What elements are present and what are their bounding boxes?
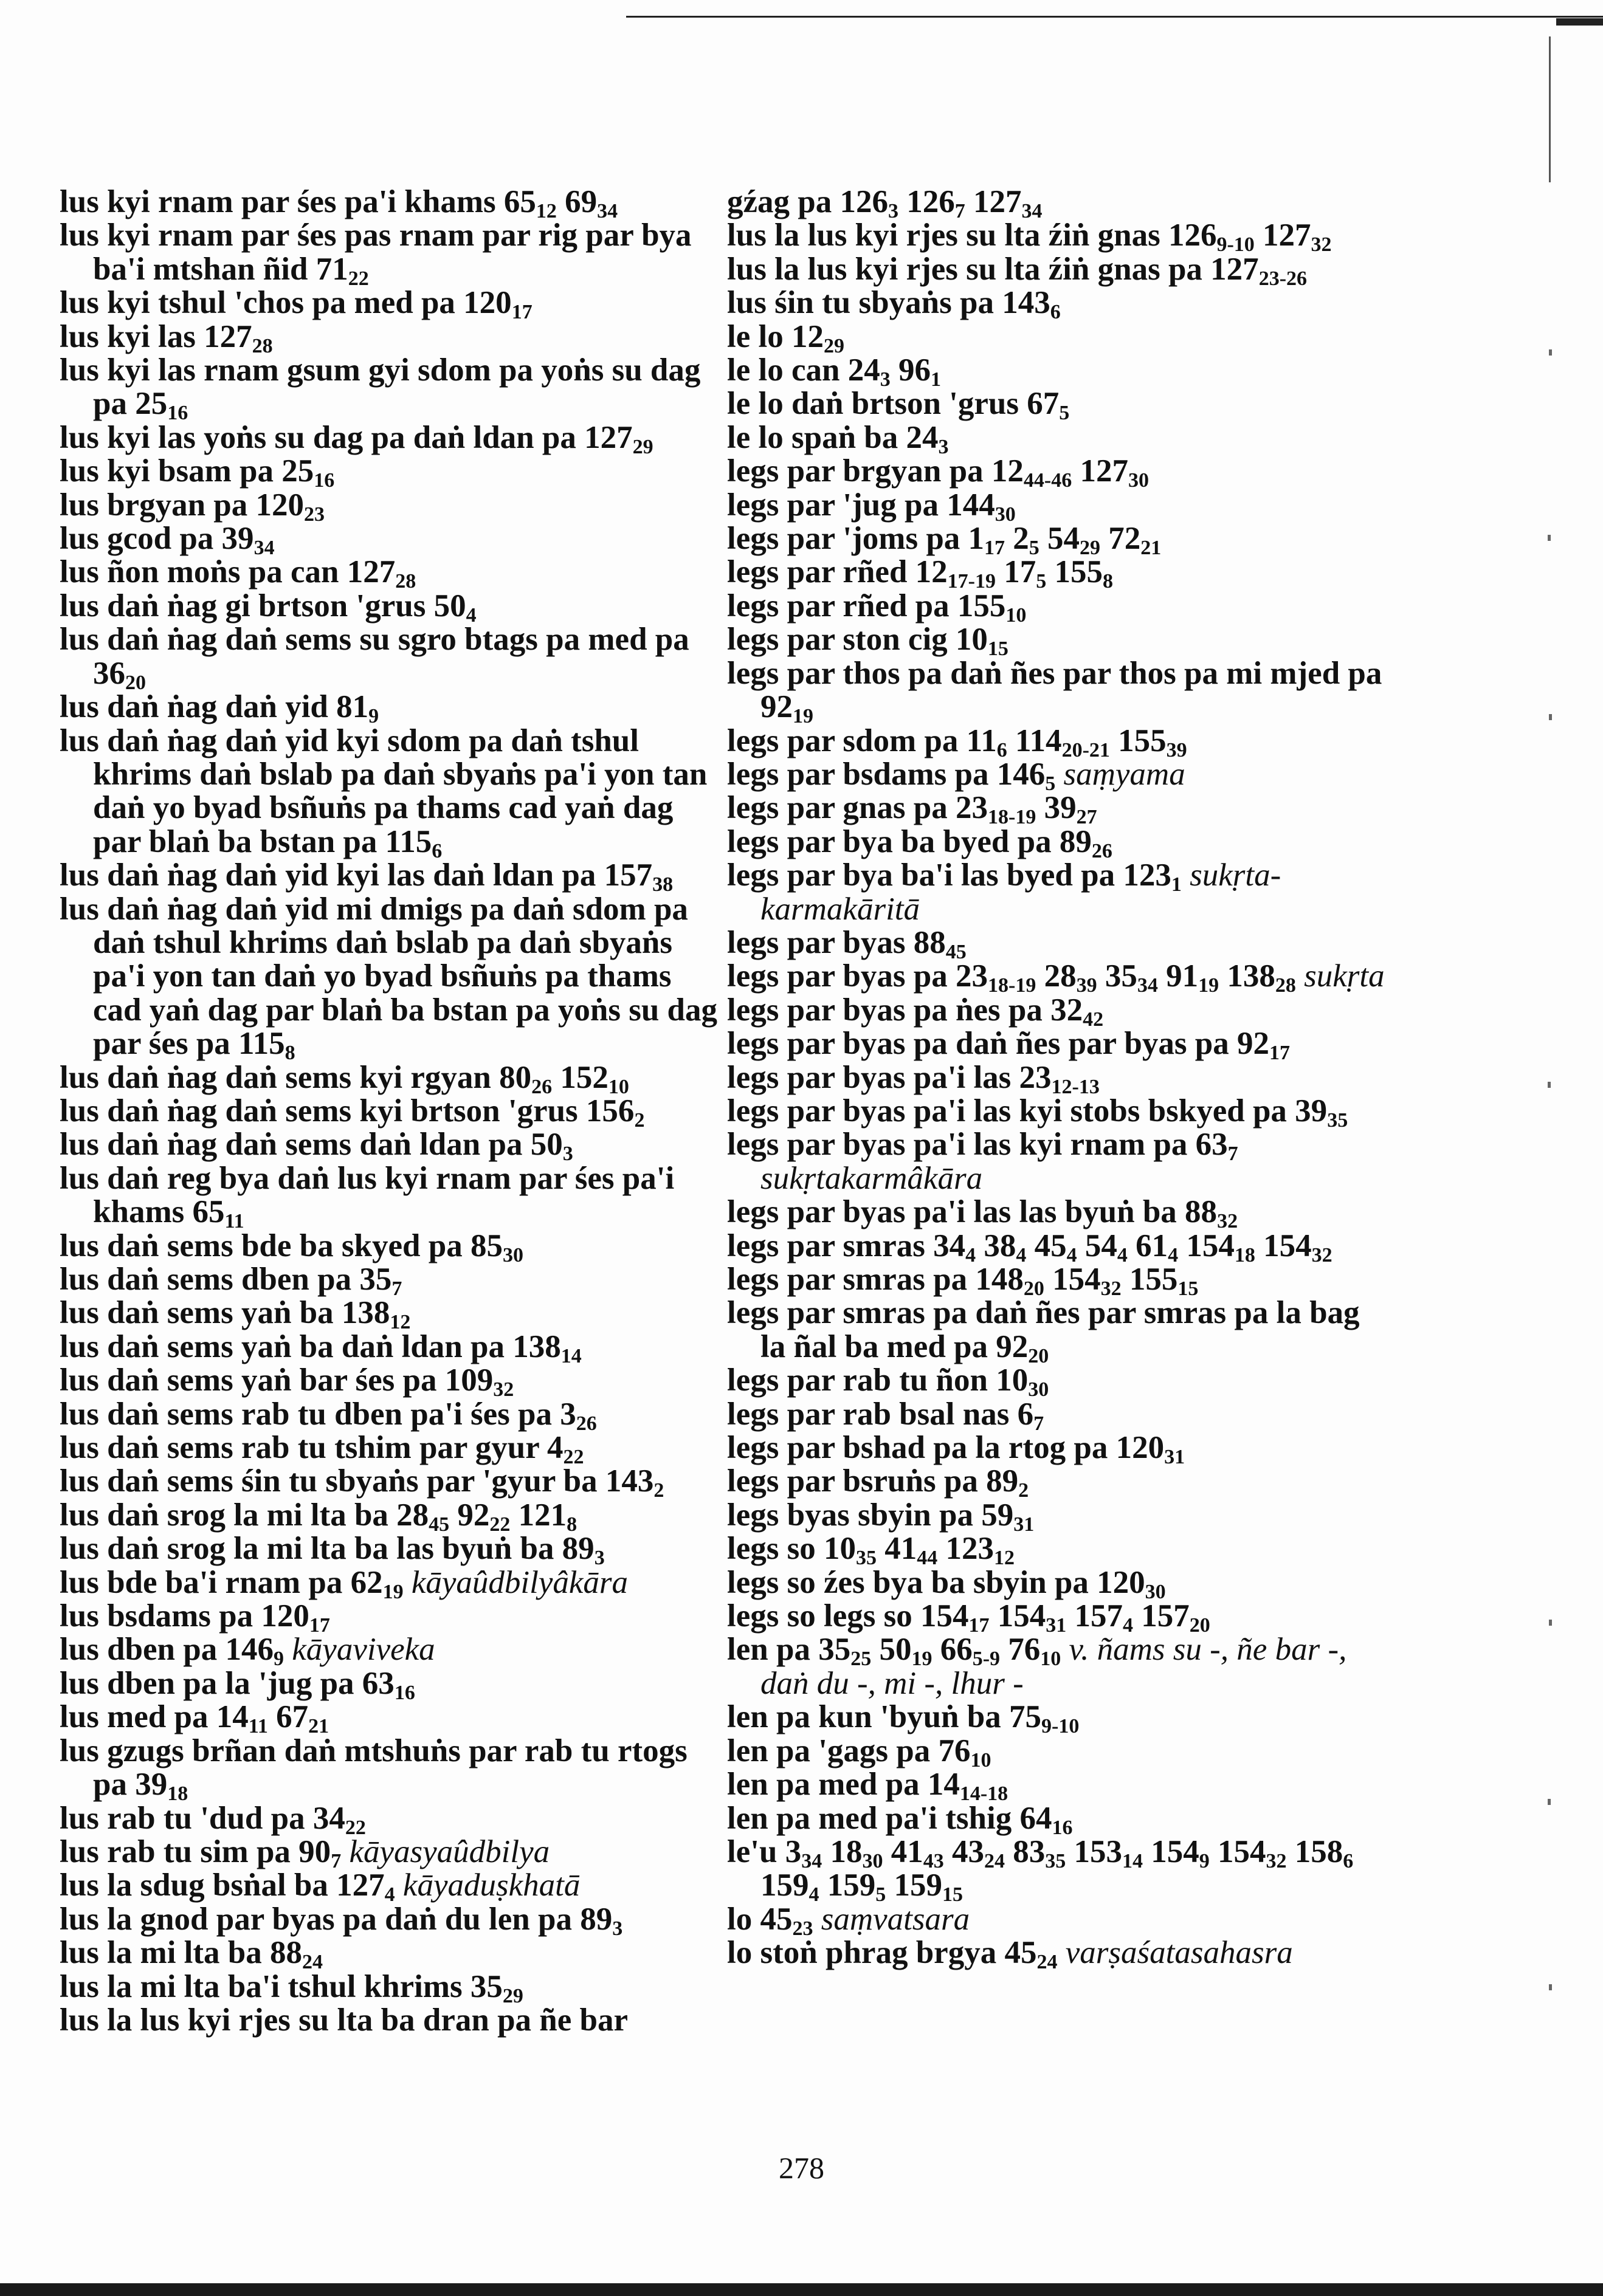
index-entry: lus daṅ ṅag gi brtson 'grus $50_4$ [60,588,477,627]
index-entry: legs par ston cig $10_{15}$ [727,622,1008,661]
index-entry: gźag pa $126_3$ $126_7$ $127_{34}$ [727,184,1043,222]
index-entry: lus kyi rnam par śes pas rnam par rig par bya ba'i mtshan ñid $71_{22}$ [60,218,692,290]
index-entry: lus daṅ sems dben pa $35_7$ [60,1262,402,1300]
index-entry: lo $45_{23}$ saṃvatsara [727,1901,970,1940]
index-entry: lus daṅ sems bde ba skyed pa $85_{30}$ [60,1228,523,1267]
index-entry: legs so $10_{35}$ $41_{44}$ $123_{12}$ [727,1531,1015,1570]
index-entry: lus kyi las rnam gsum gyi sdom pa yoṅs su dag pa $25_{16}$ [60,352,701,425]
index-entry: legs par byas pa'i las las byuṅ ba $88_{32}$ [727,1194,1238,1233]
index-entry: lus daṅ ṅag daṅ sems daṅ ldan pa $50_3$ [60,1127,573,1166]
index-entry: lus kyi bsam pa $25_{16}$ [60,453,335,492]
index-entry: legs byas sbyin pa $59_{31}$ [727,1497,1035,1536]
scan-speck [1549,714,1552,720]
index-column-left [60,185,722,2037]
index-entry: legs par bshad pa la rtog pa $120_{31}$ [727,1430,1185,1469]
index-entry: legs par bya ba'i las byed pa $123_1$ sukṛta-karmakāritā [727,858,1281,927]
index-entry: lo stoṅ phrag brgya $45_{24}$ varṣaśatasahasra [727,1935,1293,1974]
index-entry: lus daṅ reg bya daṅ lus kyi rnam par śes pa'i khams $65_{11}$ [60,1160,675,1233]
index-entry: lus śin tu sbyaṅs pa $143_6$ [727,285,1061,324]
index-entry: lus daṅ ṅag daṅ yid kyi las daṅ ldan pa $157_{38}$ [60,858,674,896]
index-entry: lus ñon moṅs pa can $127_{28}$ [60,554,416,593]
index-entry: lus brgyan pa $120_{23}$ [60,487,325,526]
index-entry: legs par rab bsal nas $6_7$ [727,1396,1044,1435]
index-entry: lus dben pa la 'jug pa $63_{16}$ [60,1665,415,1704]
index-entry: legs par rñed pa $155_{10}$ [727,588,1027,627]
scan-speck [1549,1620,1552,1626]
index-entry: len pa 'gags pa $76_{10}$ [727,1733,991,1772]
index-entry: legs par byas pa'i las kyi rnam pa $63_7$ sukṛtakarmâkāra [727,1127,1238,1196]
scan-edge-mark [1549,36,1551,182]
index-entry: lus daṅ ṅag daṅ yid $81_9$ [60,689,379,728]
index-entry: len pa med pa $14_{14-18}$ [727,1767,1008,1806]
index-entry: lus la lus kyi rjes su lta źiṅ gnas $126_{9-10}$ $127_{32}$ [727,218,1332,256]
index-entry: legs so legs so $154_{17}$ $154_{31}$ $157_4$ $157_{20}$ [727,1598,1210,1637]
index-entry: lus med pa $14_{11}$ $67_{21}$ [60,1699,329,1738]
index-entry: lus la mi lta ba'i tshul khrims $35_{29}$ [60,1968,523,2007]
index-entry: lus bde ba'i rnam pa $62_{19}$ kāyaûdbilyâkāra [60,1564,629,1603]
index-entry: lus daṅ ṅag daṅ sems kyi rgyan $80_{26}$ $152_{10}$ [60,1059,629,1098]
index-entry: lus daṅ sems rab tu dben pa'i śes pa $3_{26}$ [60,1396,597,1435]
index-entry: lus daṅ sems yaṅ ba daṅ ldan pa $138_{14}$ [60,1328,582,1367]
index-entry: legs par byas pa'i las $23_{12-13}$ [727,1059,1100,1098]
index-entry: legs so źes bya ba sbyin pa $120_{30}$ [727,1564,1166,1603]
index-entry: le lo can $24_3$ $96_1$ [727,352,941,391]
scan-speck [1548,535,1551,541]
index-entry: len pa kun 'byuṅ ba $75_{9-10}$ [727,1699,1080,1738]
index-entry: lus daṅ sems yaṅ ba $138_{12}$ [60,1295,411,1334]
index-entry: legs par byas pa ṅes pa $32_{42}$ [727,992,1104,1031]
index-entry: le lo daṅ brtson 'grus $67_5$ [727,386,1070,425]
index-entry: lus kyi rnam par śes pa'i khams $65_{12}$ $69_{34}$ [60,184,618,222]
index-entry: legs par brgyan pa $12_{44-46}$ $127_{30}$ [727,453,1149,492]
index-entry: legs par byas pa daṅ ñes par byas pa $92_{17}$ [727,1026,1290,1065]
index-entry: lus daṅ sems yaṅ bar śes pa $109_{32}$ [60,1363,514,1401]
index-entry: legs par smras $34_4$ $38_4$ $45_4$ $54_4$ $61_4$ $154_{18}$ $154_{32}$ [727,1228,1332,1267]
index-entry: legs par smras pa daṅ ñes par smras pa la bag la ñal ba med pa $92_{20}$ [727,1295,1360,1367]
index-entry: lus rab tu sim pa $90_7$ kāyasyaûdbilya [60,1834,550,1872]
index-entry: legs par thos pa daṅ ñes par thos pa mi mjed pa $92_{19}$ [727,655,1382,728]
index-entry: lus kyi las yoṅs su dag pa daṅ ldan pa $127_{29}$ [60,419,653,458]
top-rule [626,16,1603,18]
index-column-right [727,184,1390,1974]
index-entry: lus la lus kyi rjes su lta źiṅ gnas pa $127_{23-26}$ [727,251,1308,290]
index-entry: legs par bya ba byed pa $89_{26}$ [727,823,1112,862]
scan-speck [1548,1799,1551,1805]
index-entry: legs par sdom pa $11_6$ $114_{20-21}$ $155_{39}$ [727,723,1187,761]
scan-speck [1549,349,1552,356]
index-entry: lus gcod pa $39_{34}$ [60,521,275,560]
index-entry: lus daṅ ṅag daṅ yid kyi sdom pa daṅ tshul khrims daṅ bslab pa daṅ sbyaṅs pa'i yon tan daṅ yo byad bsñuṅs pa thams cad yaṅ dag par blaṅ ba bstan pa $115_6$ [60,723,708,862]
index-entry: lus la lus kyi rjes su lta ba dran pa ñe bar [60,2002,629,2038]
index-entry: lus daṅ sems śin tu sbyaṅs par 'gyur ba $143_2$ [60,1463,664,1502]
index-entry: le lo $12_{29}$ [727,318,844,357]
index-entry: legs par smras pa $148_{20}$ $154_{32}$ $155_{15}$ [727,1262,1199,1300]
index-entry: lus daṅ srog la mi lta ba $28_{45}$ $92_{22}$ $121_8$ [60,1497,577,1536]
index-entry: lus bsdams pa $120_{17}$ [60,1598,330,1637]
bottom-scan-edge [0,2283,1603,2296]
index-entry: lus daṅ ṅag daṅ yid mi dmigs pa daṅ sdom pa daṅ tshul khrims daṅ bslab pa daṅ sbyaṅs pa'i yon tan daṅ yo byad bsñuṅs pa thams cad yaṅ dag par blaṅ ba bstan pa yoṅs su dag par śes pa $115_8$ [60,891,718,1065]
index-entry: lus kyi tshul 'chos pa med pa $120_{17}$ [60,285,533,324]
index-entry: le lo spaṅ ba $24_3$ [727,419,949,458]
index-entry: lus daṅ srog la mi lta ba las byuṅ ba $89_3$ [60,1531,605,1570]
index-entry: lus daṅ ṅag daṅ sems su sgro btags pa med pa $36_{20}$ [60,622,689,694]
page-number: 278 [779,2151,824,2185]
index-entry: lus gzugs brñan daṅ mtshuṅs par rab tu rtogs pa $39_{18}$ [60,1733,688,1806]
index-entry: le'u $3_{34}$ $18_{30}$ $41_{43}$ $43_{24}$ $83_{35}$ $153_{14}$ $154_9$ $154_{32}$ $158_6$ $159_4$ $159_5$ $159_{15}$ [727,1834,1354,1906]
index-entry: legs par byas pa'i las kyi stobs bskyed pa $39_{35}$ [727,1093,1348,1132]
index-entry: legs par byas pa $23_{18-19}$ $28_{39}$ $35_{34}$ $91_{19}$ $138_{28}$ sukṛta [727,958,1385,997]
scan-speck [1548,1082,1551,1088]
index-entry: lus la mi lta ba $88_{24}$ [60,1935,323,1974]
index-entry: legs par 'joms pa $1_{17}$ $2_5$ $54_{29}$ $72_{21}$ [727,521,1162,560]
index-entry: legs par gnas pa $23_{18-19}$ $39_{27}$ [727,790,1097,829]
index-entry: lus rab tu 'dud pa $34_{22}$ [60,1800,366,1839]
index-entry: len pa $35_{25}$ $50_{19}$ $66_{5-9}$ $76_{10}$ v. ñams su -, ñe bar -, daṅ du -, mi -, lhur - [727,1632,1347,1701]
index-entry: lus la gnod par byas pa daṅ du len pa $89_3$ [60,1901,623,1940]
index-entry: len pa med pa'i tshig $64_{16}$ [727,1800,1073,1839]
index-entry: lus kyi las $127_{28}$ [60,318,273,357]
scan-speck [1549,1984,1552,1990]
index-entry: legs par bsruṅs pa $89_2$ [727,1463,1029,1502]
index-entry: lus la sdug bsṅal ba $127_4$ kāyaduṣkhatā [60,1868,581,1906]
index-entry: legs par bsdams pa $146_5$ saṃyama [727,756,1185,795]
index-entry: lus daṅ sems rab tu tshim par gyur $4_{22}$ [60,1430,584,1469]
index-entry: legs par rñed $12_{17-19}$ $17_5$ $155_8$ [727,554,1113,593]
index-entry: legs par 'jug pa $144_{30}$ [727,487,1016,526]
index-entry: lus dben pa $146_9$ kāyaviveka [60,1632,435,1671]
index-entry: legs par rab tu ñon $10_{30}$ [727,1363,1049,1401]
top-rule-thick [1556,18,1603,26]
index-entry: legs par byas $88_{45}$ [727,924,967,963]
index-entry: lus daṅ ṅag daṅ sems kyi brtson 'grus $156_2$ [60,1093,645,1132]
